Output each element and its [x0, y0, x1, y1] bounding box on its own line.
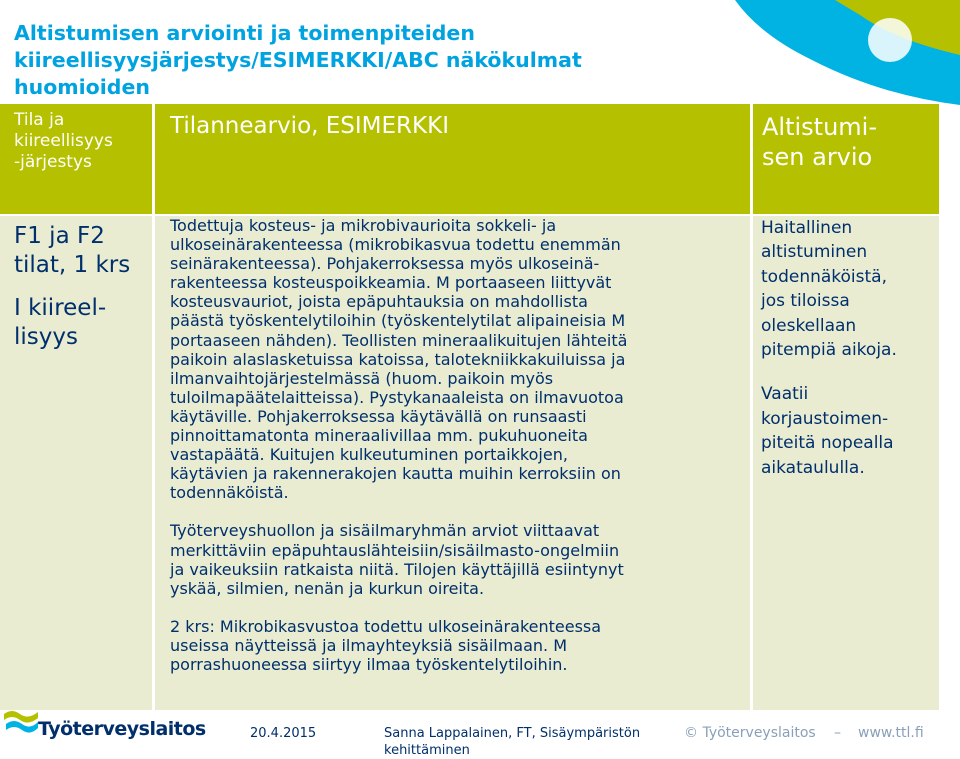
header-exposure-line: Altistumi-: [762, 113, 877, 141]
text-line: yskää, silmien, nenän ja kurkun oireita.: [170, 578, 485, 598]
footer-author: [384, 725, 640, 759]
space-line: F1 ja F2: [14, 223, 105, 249]
priority-line: I kiireel-: [14, 295, 107, 321]
text-line: portaaseen nähden). Teollisten mineraalikuitujen lähteitä: [170, 330, 628, 350]
text-line: pitempiä aikoja.: [761, 340, 897, 361]
text-line: päästä työskentelytiloihin (työskentelytilat alipaineisia M: [170, 311, 626, 331]
text-line: Työterveyshuollon ja sisäilmaryhmän arviot viittaavat: [170, 521, 600, 541]
text-line: tuloilmapäätelaitteissa). Pystykanaaleista on ilmavuotoa: [170, 387, 624, 407]
footer-author-line: Sanna Lappalainen, FT, Sisäympäristön: [384, 726, 641, 741]
situation-cell: [155, 216, 750, 710]
text-line: jos tiloissa: [761, 291, 850, 312]
text-line: piteitä nopealla: [761, 433, 894, 454]
text-line: aikataululla.: [761, 457, 865, 478]
text-line: kosteusvauriot, joista epäpuhtauksia on mahdollista: [170, 292, 588, 312]
header-situation-cell: [155, 104, 750, 214]
header-exposure-line: sen arvio: [762, 143, 873, 171]
text-line: rakenteessa kosteuspoikkeamia. M portaaseen liittyvät: [170, 273, 612, 293]
text-line: useissa näytteissä ja ilmayhteyksiä sisäilmaan. M: [170, 635, 568, 655]
text-line: altistuminen: [761, 242, 868, 263]
situation-paragraph-2: [170, 521, 750, 597]
header-priority-line: kiireellisyys: [14, 131, 113, 151]
text-line: Vaatii: [761, 384, 809, 405]
text-line: ja vaikeuksiin ratkaista niitä. Tilojen käyttäjillä esiintynyt: [170, 559, 624, 579]
text-line: Todettuja kosteus- ja mikrobivaurioita sokkeli- ja: [170, 216, 557, 235]
footer-date: 20.4.2015: [250, 726, 317, 741]
text-line: ulkoseinärakenteessa (mikrobikasvua todettu enemmän: [170, 235, 621, 255]
text-line: 2 krs: Mikrobikasvustoa todettu ulkoseinärakenteessa: [170, 616, 602, 636]
text-line: porrashuoneessa siirtyy ilmaa työskentelytiloihin.: [170, 654, 568, 674]
space-line: tilat, 1 krs: [14, 252, 131, 278]
header-situation-label: Tilannearvio, ESIMERKKI: [170, 113, 449, 139]
text-line: seinärakenteessa). Pohjakerroksessa myös ulkoseinä-: [170, 254, 600, 274]
header-exposure-cell: [753, 104, 939, 214]
text-line: merkittäviin epäpuhtauslähteisiin/sisäilmasto-ongelmiin: [170, 540, 620, 560]
text-line: pinnoittamatonta mineraalivillaa mm. pukuhuoneita: [170, 426, 588, 446]
text-line: vastapäätä. Kuitujen kulkeutuminen portaikkojen,: [170, 445, 568, 465]
title-line: Altistumisen arviointi ja toimenpiteiden: [14, 21, 475, 45]
text-line: ilmanvaihtojärjestelmässä (huom. paikoin myös: [170, 368, 554, 388]
situation-paragraph-3: [170, 617, 750, 674]
page-title: [14, 20, 774, 101]
exposure-cell: [753, 216, 939, 710]
exposure-paragraph-2: [761, 382, 939, 480]
footer-copyright: © Työterveyslaitos: [684, 725, 816, 741]
title-line: kiireellisyysjärjestys/ESIMERKKI/ABC näkökulmat: [14, 48, 582, 72]
footer-dash: –: [834, 725, 841, 741]
exposure-paragraph-1: [761, 216, 939, 362]
text-line: todennäköistä,: [761, 266, 887, 287]
text-line: paikoin alaslasketuissa katoissa, talotekniikkakuiluissa ja: [170, 349, 626, 369]
situation-paragraph-1: [170, 216, 750, 502]
header-priority-cell: [0, 104, 152, 214]
text-line: Haitallinen: [761, 218, 853, 238]
logo-wordmark: Työterveyslaitos: [38, 718, 206, 740]
title-line: huomioiden: [14, 75, 150, 99]
footer-author-line: kehittäminen: [384, 743, 470, 758]
text-line: todennäköistä.: [170, 483, 289, 503]
header-priority-line: Tila ja: [14, 110, 65, 130]
text-line: oleskellaan: [761, 315, 857, 336]
text-line: käytäville. Pohjakerroksessa käytävällä on runsaasti: [170, 406, 587, 426]
footer-website-link[interactable]: www.ttl.fi: [858, 725, 924, 741]
priority-line: lisyys: [14, 324, 78, 350]
logo-swoosh-icon: [2, 706, 42, 740]
header-priority-line: -järjestys: [14, 152, 92, 172]
text-line: korjaustoimen-: [761, 408, 889, 429]
priority-cell: [0, 216, 152, 710]
text-line: käytävien ja rakennerakojen kautta muihin kerroksiin on: [170, 464, 621, 484]
